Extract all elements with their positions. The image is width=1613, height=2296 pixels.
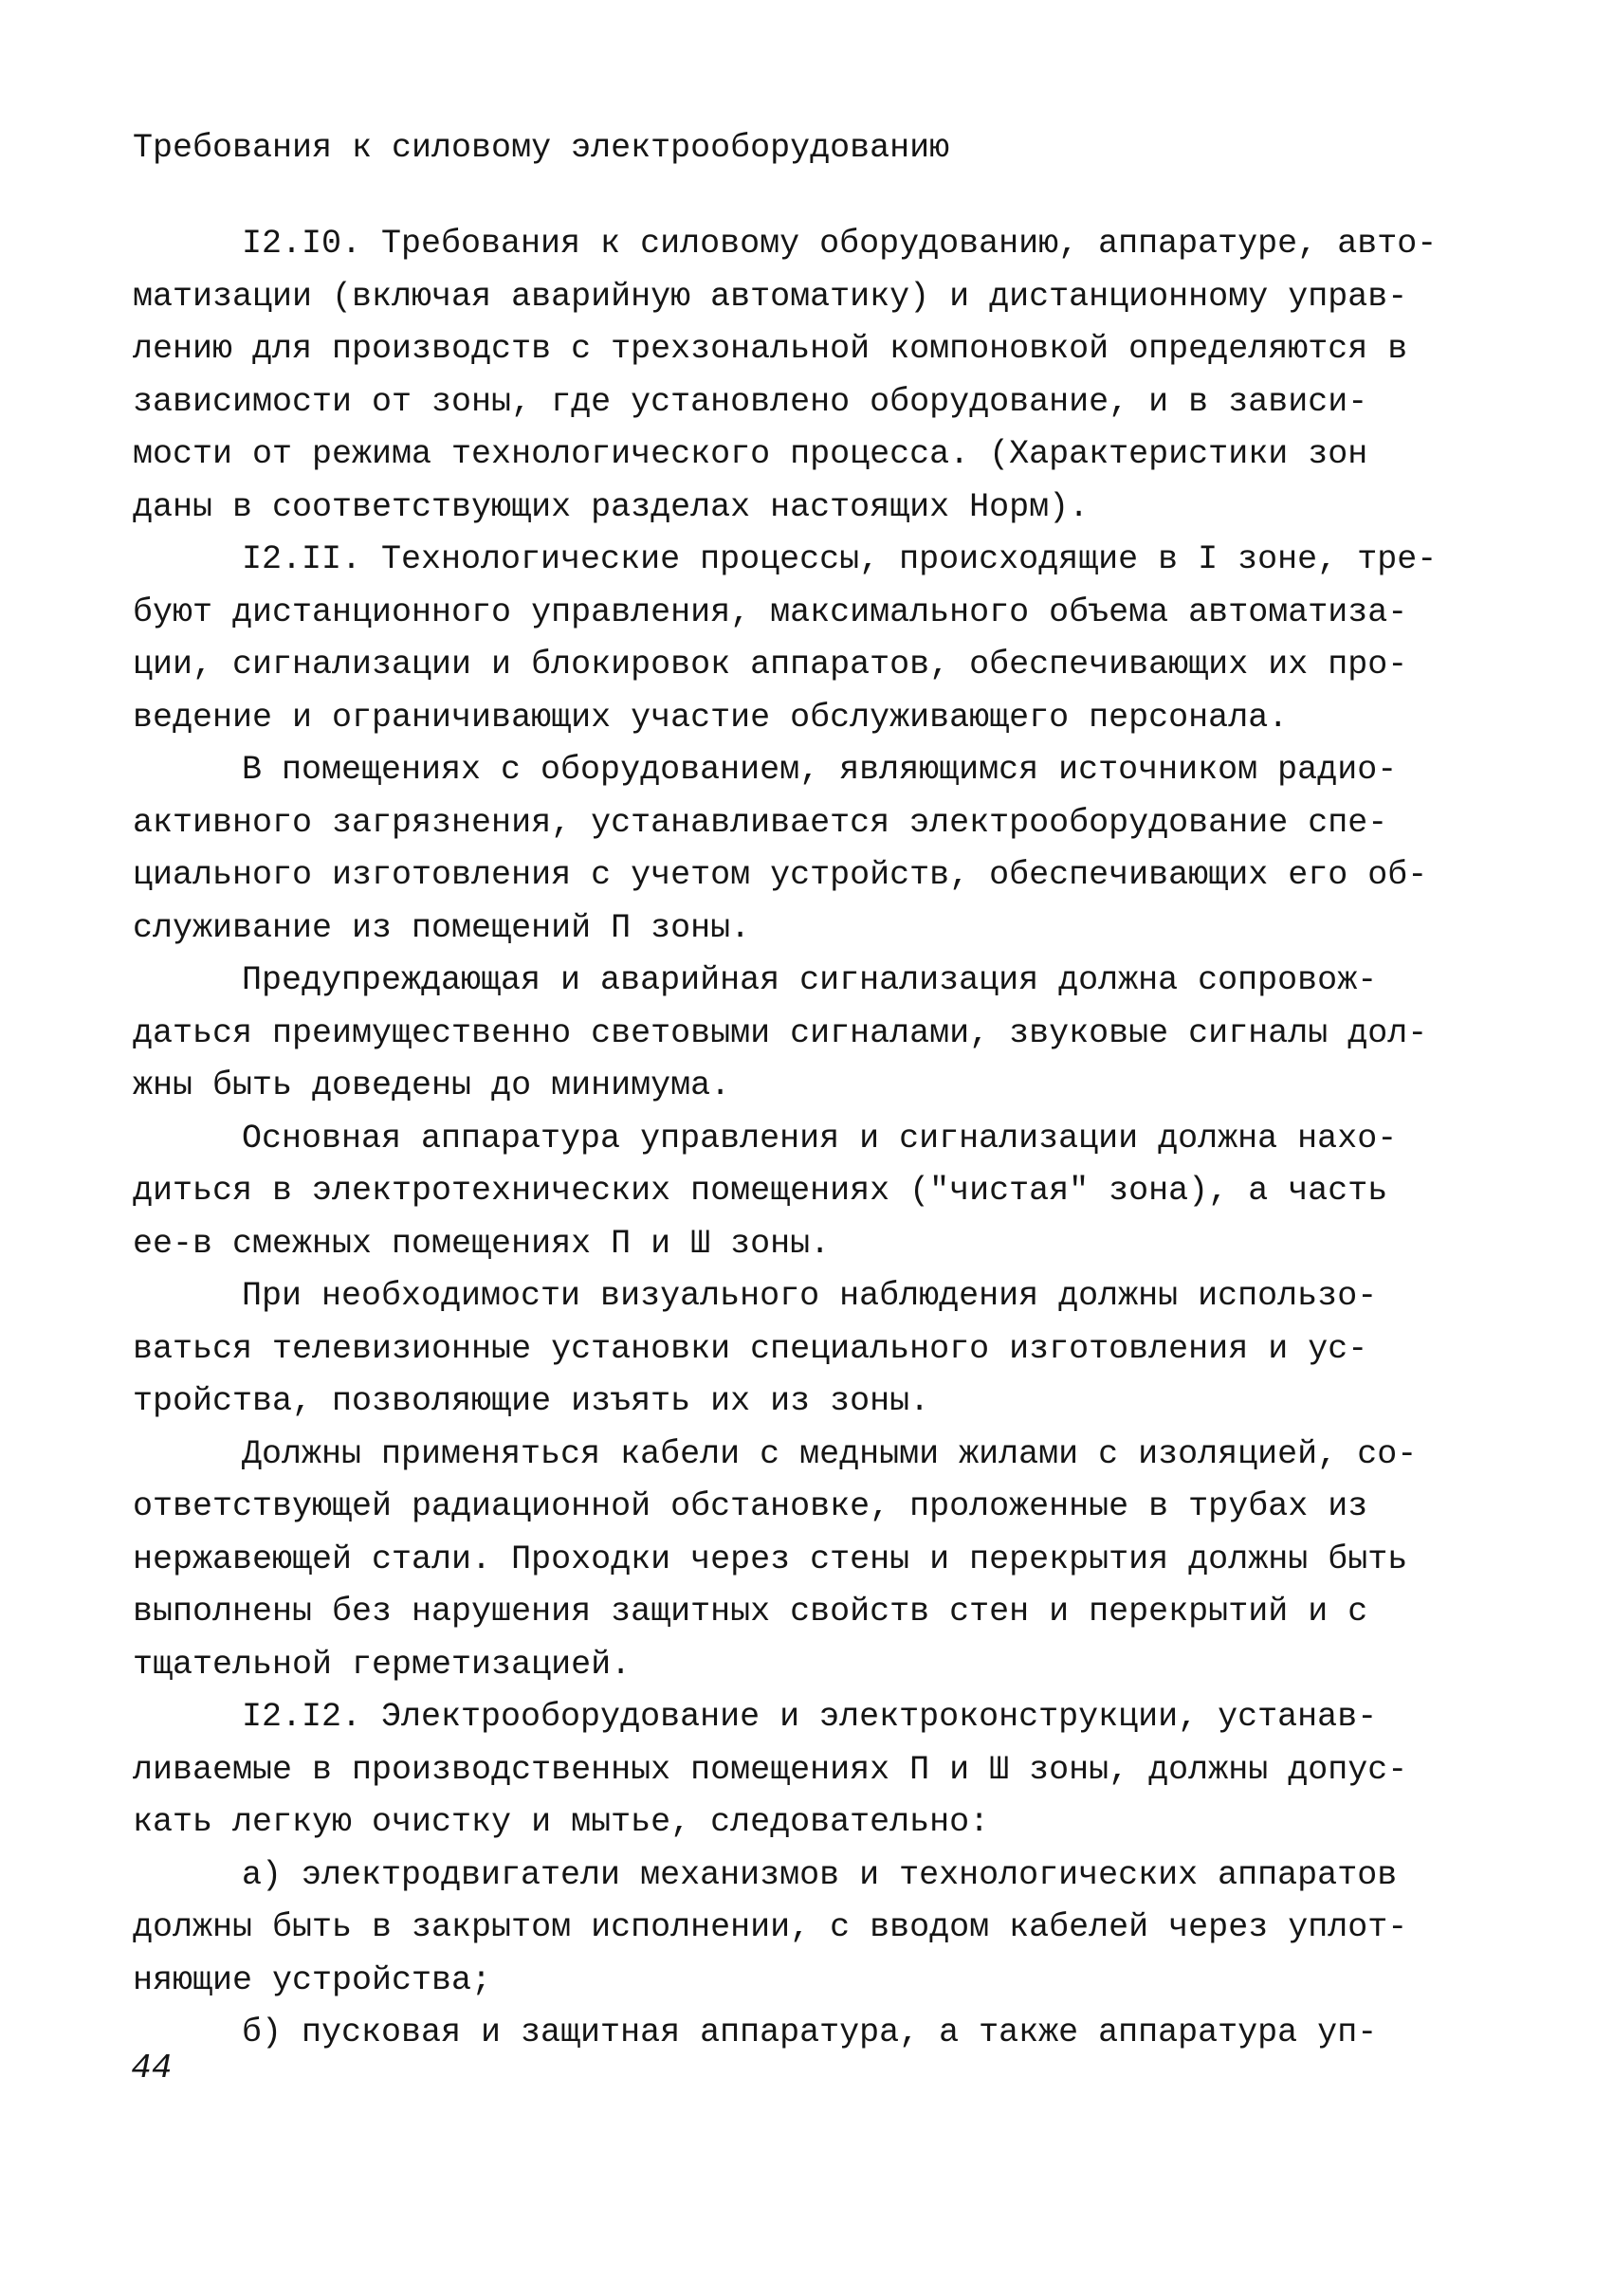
paragraph-control-equipment: Основная аппаратура управления и сигнализации должна нахо- диться в электротехнических помещениях ("чистая" зона), а часть ее-в смежных помещениях П и Ш зоны. — [133, 1119, 1398, 1263]
section-title: Требования к силовому электрооборудованию — [133, 129, 950, 167]
paragraph-television: При необходимости визуального наблюдения должны использо- ваться телевизионные установки специального изготовления и ус- тройства, позволяющие изъять их из зоны. — [133, 1277, 1378, 1420]
list-item-a: а) электродвигатели механизмов и технологических аппаратов должны быть в закрытом исполнении, с вводом кабелей через уплот- няющие устройства; — [133, 1855, 1408, 1999]
paragraph-signaling: Предупреждающая и аварийная сигнализация должна сопровож- даться преимущественно световыми сигналами, звуковые сигналы дол- жны быть доведены до минимума. — [133, 961, 1428, 1104]
paragraph-radioactive-rooms: В помещениях с оборудованием, являющимся источником радио- активного загрязнения, устанавливается электрооборудование спе- циального изготовления с учетом устройств, обеспечивающих его об- служивание из помещений П зоны. — [133, 751, 1428, 947]
page-number: 44 — [131, 2049, 173, 2087]
body-text — [133, 218, 1479, 2060]
paragraph-12-10: I2.I0. Требования к силовому оборудованию, аппаратуре, авто- матизации (включая аварийную автоматику) и дистанционному управ- лению для производств с трехзональной компоновкой определяются в зависимости от зоны, где установлено оборудование, и в зависи- мости от режима технологического процесса. (Характеристики зон даны в соответствующих разделах настоящих Норм). — [133, 225, 1438, 526]
paragraph-12-11: I2.II. Технологические процессы, происходящие в I зоне, тре- буют дистанционного управления, максимального объема автоматиза- ции, сигнализации и блокировок аппаратов, обеспечивающих их про- ведение и ограничивающих участие обслуживающего персонала. — [133, 540, 1438, 737]
paragraph-12-12: I2.I2. Электрооборудование и электроконструкции, устанав- ливаемые в производственных помещениях П и Ш зоны, должны допус- кать легкую очистку и мытье, следовательно: — [133, 1698, 1408, 1841]
paragraph-cables: Должны применяться кабели с медными жилами с изоляцией, со- ответствующей радиационной обстановке, проложенные в трубах из нержавеющей стали. Проходки через стены и перекрытия должны быть выполнены без нарушения защитных свойств стен и перекрытий и с тщательной герметизацией. — [133, 1434, 1418, 1684]
list-item-b: б) пусковая и защитная аппаратура, а также аппаратура уп- — [242, 2014, 1378, 2051]
